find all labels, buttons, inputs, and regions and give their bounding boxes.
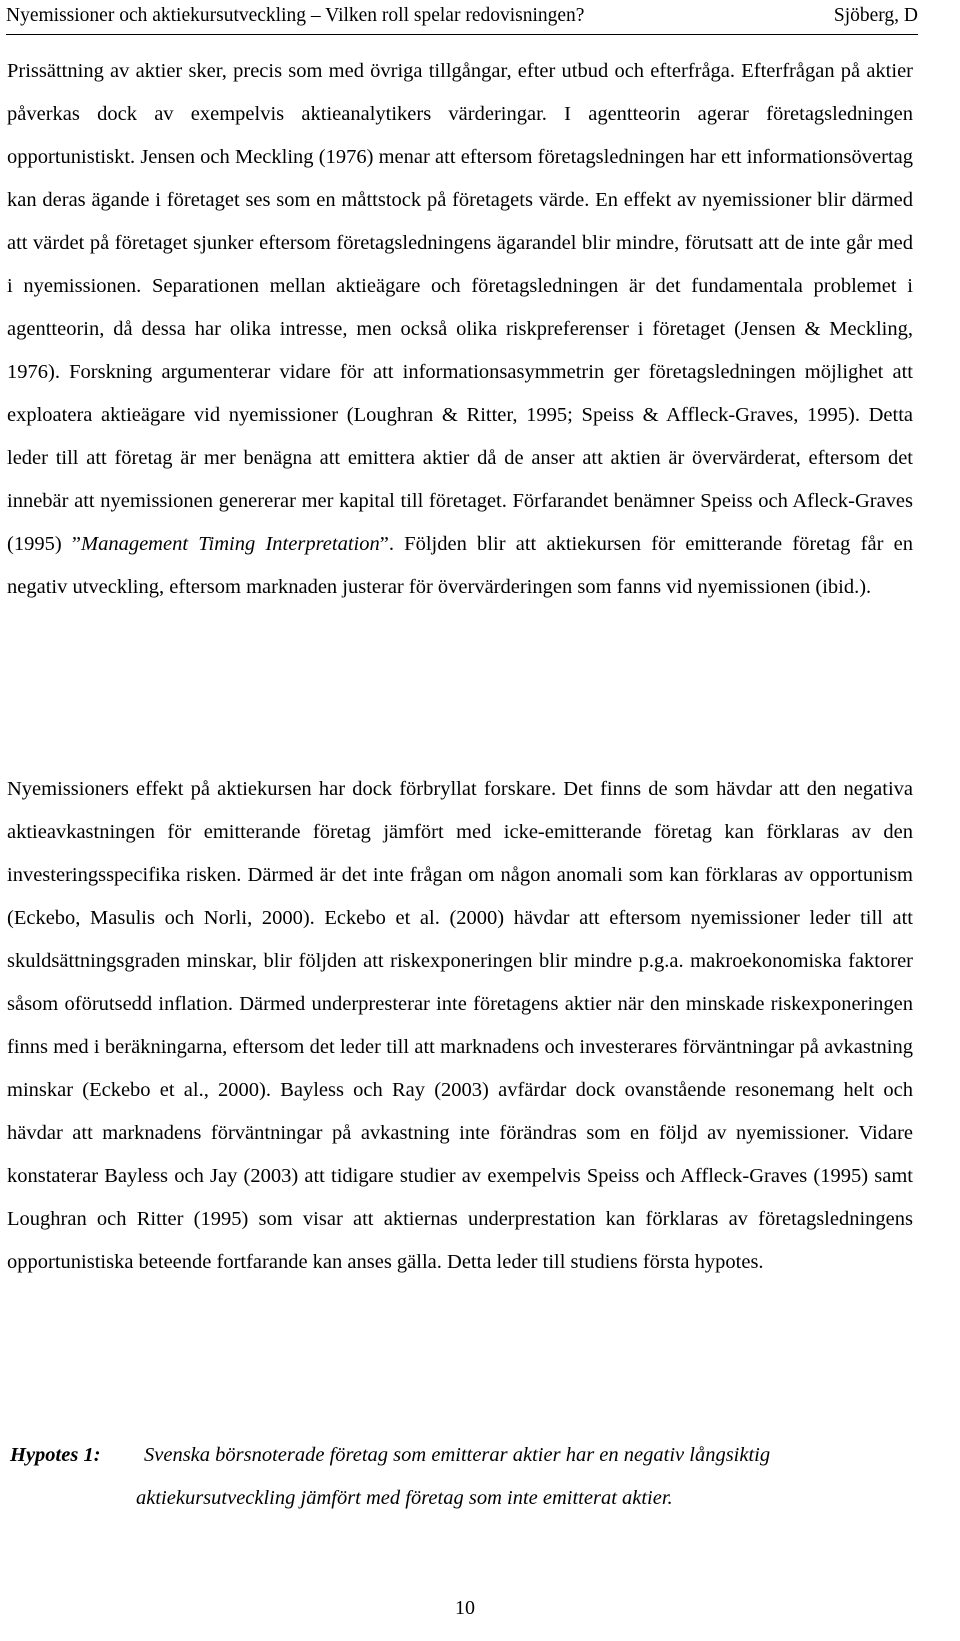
running-header (6, 4, 918, 34)
header-divider (6, 34, 918, 35)
page-number: 10 (455, 1597, 475, 1619)
header-author: Sjöberg, D (833, 5, 918, 26)
paragraph-1-italic-term: Management Timing Interpretation (81, 533, 380, 555)
paragraph-1-text-part-1: Prissättning av aktier sker, precis som med övriga tillgångar, efter utbud och efterfråga. Efterfrågan på aktier påverkas dock av exempelvis aktieanalytikers värderingar. I agentteorin agerar företagsledningen opportunistiskt. Jensen och Meckling (1976) menar att eftersom företagsledningen har ett informationsövertag kan deras ägande i företaget ses som en måttstock på företagets värde. En effekt av nyemissioner blir därmed att värdet på företaget sjunker eftersom företagsledningens ägarandel blir mindre, förutsatt att de inte går med i nyemissionen. Separationen mellan aktieägare och företagsledningen är det fundamentala problemet i agentteorin, då dessa har olika intresse, men också olika riskpreferenser i företaget (Jensen & Meckling, 1976). Forskning argumenterar vidare för att informationsasymmetrin ger företagsledningen möjlighet att exploatera aktieägare vid nyemissioner (Loughran & Ritter, 1995; Speiss & Affleck-Graves, 1995). Detta leder till att företag är mer benägna att emittera aktier då de anser att aktien är övervärderat, eftersom det innebär att nyemissionen genererar mer kapital till företaget. Förfarandet benämner Speiss och Afleck-Graves (1995) ” (7, 60, 913, 555)
hypothesis-label: Hypotes 1: (10, 1444, 101, 1466)
body-paragraph-2: Nyemissioners effekt på aktiekursen har dock förbryllat forskare. Det finns de som hävdar att den negativa aktieavkastningen för emitterande företag jämfört med icke-emitterande företag kan förklaras av den investeringsspecifika risken. Därmed är det inte frågan om någon anomali som kan förklaras av opportunism (Eckebo, Masulis och Norli, 2000). Eckebo et al. (2000) hävdar att eftersom nyemissioner leder till att skuldsättningsgraden minskar, blir följden att riskexponeringen blir mindre p.g.a. makroekonomiska faktorer såsom oförutsedd inflation. Därmed underpresterar inte företagens aktier när den minskade riskexponeringen finns med i beräkningarna, eftersom det leder till att marknadens och investerares förväntningar på avkastning minskar (Eckebo et al., 2000). Bayless och Ray (2003) avfärdar dock ovanstående resonemang helt och hävdar att marknadens förväntningar på avkastning inte förändras som en följd av nyemissioner. Vidare konstaterar Bayless och Jay (2003) att tidigare studier av exempelvis Speiss och Affleck-Graves (1995) samt Loughran och Ritter (1995) som visar att aktiernas underprestation kan förklaras av företagsledningens opportunistiska beteende fortfarande kan anses gälla. Detta leder till studiens första hypotes. (7, 778, 913, 1273)
header-title: Nyemissioner och aktiekursutveckling – Vilken roll spelar redovisningen? (6, 5, 585, 26)
body-paragraph-1 (7, 50, 913, 609)
hypothesis-line-2: aktiekursutveckling jämfört med företag som inte emitterat aktier. (136, 1487, 673, 1509)
hypothesis-line-1: Svenska börsnoterade företag som emitterar aktier har en negativ långsiktig (144, 1444, 771, 1466)
paragraph-1-text-part-2: ”. Följden blir att aktiekursen för emitterande företag får en negativ utveckling, eftersom marknaden justerar för övervärderingen som fanns vid nyemissionen (ibid.). (7, 533, 913, 598)
hypothesis-text (136, 1434, 896, 1520)
